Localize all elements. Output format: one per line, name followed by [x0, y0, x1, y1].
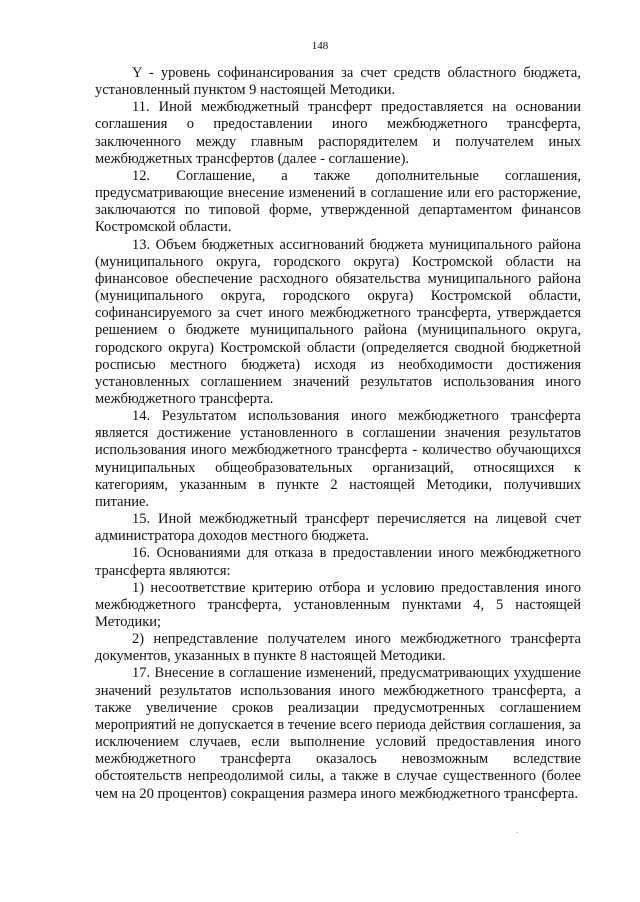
- paragraph-13: 13. Объем бюджетных ассигнований бюджета муниципального района (муниципального округа, городского округа) Костромской области на финансовое обеспечение расходного обязательства муниципального района (муниципального округа, городского округа) Костромской области, софинансируемого за счет иного межбюджетного трансферта, утверждается решением о бюджете муниципального района (муниципального округа, городского округа) Костромской области (определяется сводной бюджетной росписью местного бюджета) исходя из необходимости достижения установленных соглашением значений результатов использования иного межбюджетного трансферта.: [95, 236, 581, 407]
- paragraph-15: 15. Иной межбюджетный трансферт перечисляется на лицевой счет администратора доходов местного бюджета.: [95, 511, 581, 545]
- paragraph-17: 17. Внесение в соглашение изменений, предусматривающих ухудшение значений результатов использования иного межбюджетного трансферта, а также увеличение сроков реализации предусмотренных соглашением мероприятий не допускается в течение всего периода действия соглашения, за исключением случаев, если выполнение условий предоставления иного межбюджетного трансферта оказалось невозможным вследствие обстоятельств непреодолимой силы, а также в случае существенного (более чем на 20 процентов) сокращения размера иного межбюджетного трансферта.: [95, 665, 581, 802]
- paragraph-coefficient-y: Y - уровень софинансирования за счет средств областного бюджета, установленный пунктом 9 настоящей Методики.: [95, 65, 581, 99]
- paragraph-11: 11. Иной межбюджетный трансферт предоставляется на основании соглашения о предоставлении иного межбюджетного трансферта, заключенного между главным распорядителем и получателем иных межбюджетных трансфертов (далее - соглашение).: [95, 99, 581, 167]
- paragraph-12: 12. Соглашение, а также дополнительные соглашения, предусматривающие внесение изменений в соглашение или его расторжение, заключаются по типовой форме, утвержденной департаментом финансов Костромской области.: [95, 167, 581, 236]
- paragraph-16: 16. Основаниями для отказа в предоставлении иного межбюджетного трансферта являются:: [95, 545, 581, 579]
- paragraph-16-item-1: 1) несоответствие критерию отбора и условию предоставления иного межбюджетного трансферта, установленным пунктами 4, 5 настоящей Методики;: [95, 579, 581, 630]
- paragraph-16-item-2: 2) непредставление получателем иного межбюджетного трансферта документов, указанных в пункте 8 настоящей Методики.: [95, 631, 581, 665]
- document-body: [95, 65, 581, 803]
- paragraph-14: 14. Результатом использования иного межбюджетного трансферта является достижение установленного в соглашении значения результатов использования иного межбюджетного трансферта - количество обучающихся муниципальных общеобразовательных организаций, относящихся к категориям, указанным в пункте 2 настоящей Методики, получивших питание.: [95, 408, 581, 510]
- page-number: 148: [311, 40, 329, 52]
- scan-artifact: [516, 832, 518, 833]
